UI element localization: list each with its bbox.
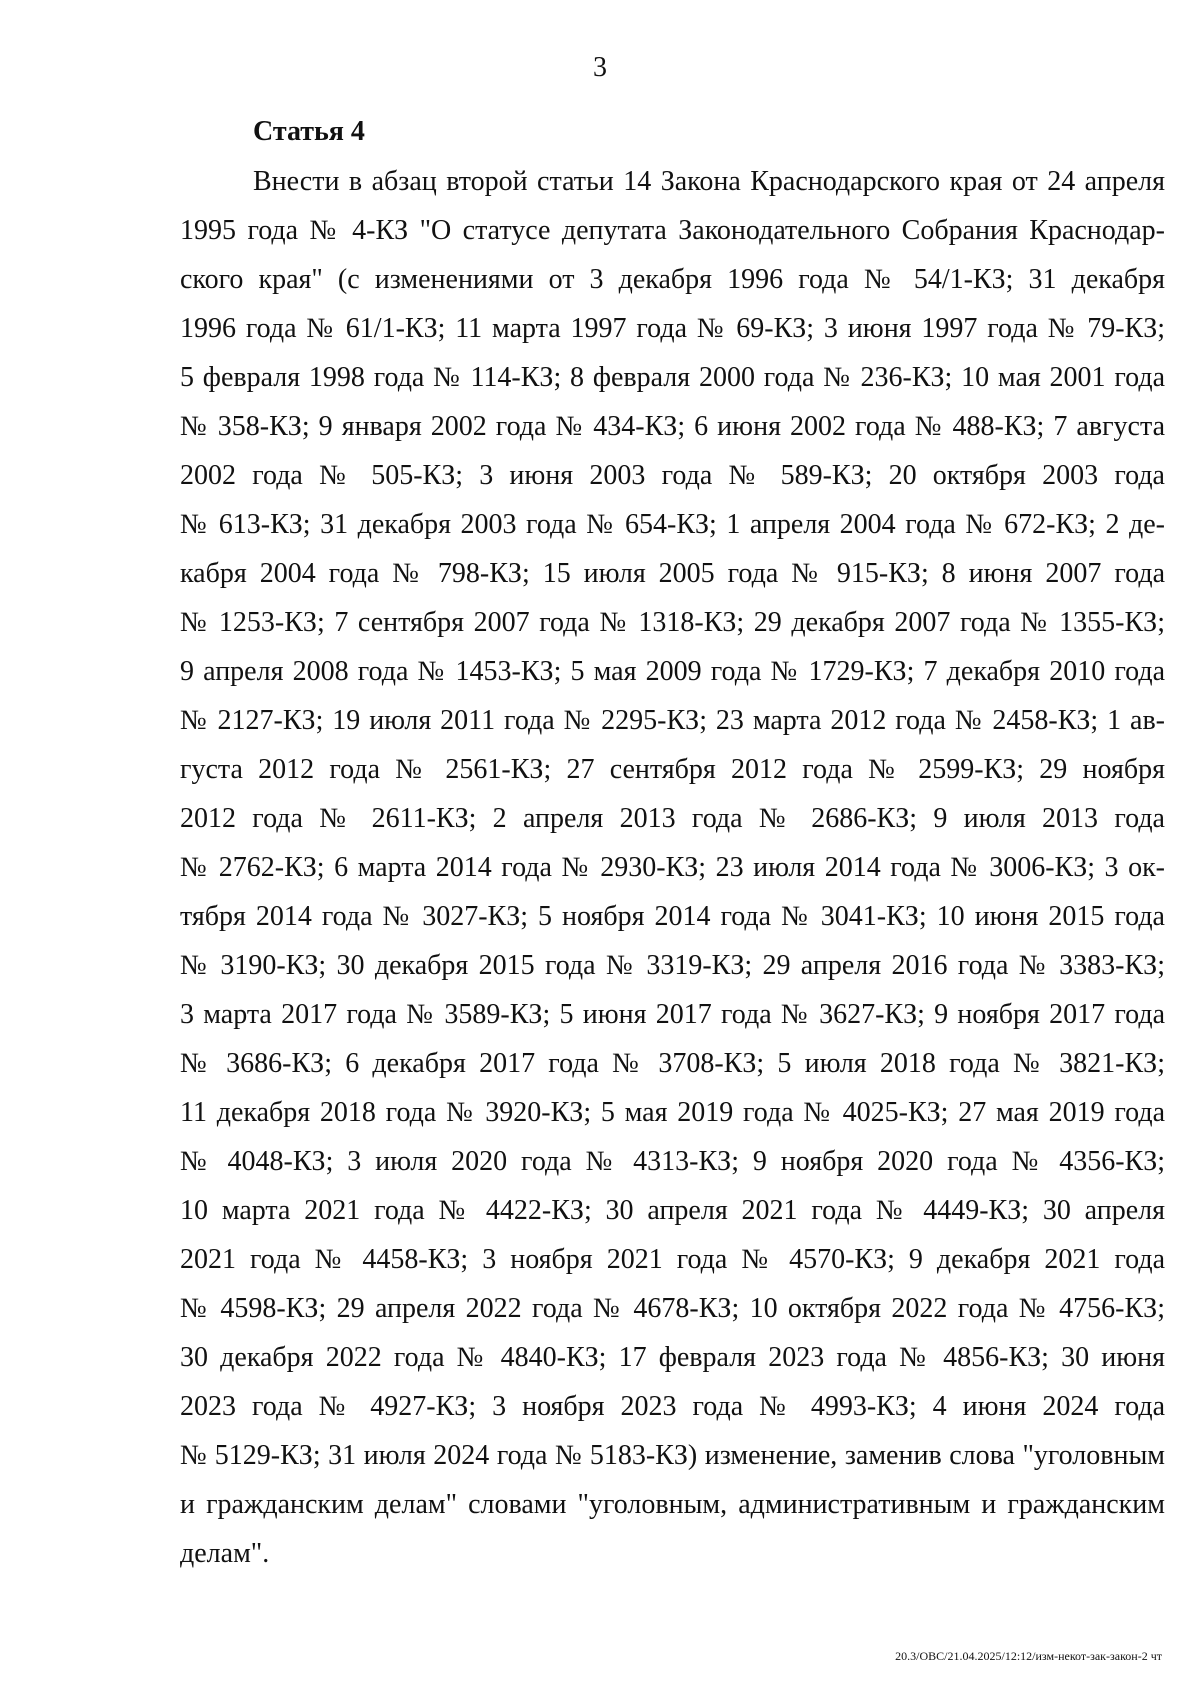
body-line: и гражданским делам" словами "уголовным, административным и гражданским [180, 1489, 1165, 1520]
body-line: № 3190-КЗ; 30 декабря 2015 года № 3319-КЗ; 29 апреля 2016 года № 3383-КЗ; [180, 950, 1165, 981]
body-line: 10 марта 2021 года № 4422-КЗ; 30 апреля 2021 года № 4449-КЗ; 30 апреля [180, 1195, 1165, 1226]
body-line: № 5129-КЗ; 31 июля 2024 года № 5183-КЗ) изменение, заменив слова "уголовным [180, 1440, 1165, 1471]
body-line: 2002 года № 505-КЗ; 3 июня 2003 года № 589-КЗ; 20 октября 2003 года [180, 460, 1165, 491]
body-line: 3 марта 2017 года № 3589-КЗ; 5 июня 2017 года № 3627-КЗ; 9 ноября 2017 года [180, 999, 1165, 1030]
body-line: 11 декабря 2018 года № 3920-КЗ; 5 мая 2019 года № 4025-КЗ; 27 мая 2019 года [180, 1097, 1165, 1128]
article-body [180, 157, 1165, 1578]
body-line: 1996 года № 61/1-КЗ; 11 марта 1997 года № 69-КЗ; 3 июня 1997 года № 79-КЗ; [180, 313, 1165, 344]
page-number: 3 [593, 52, 607, 83]
body-line: кабря 2004 года № 798-КЗ; 15 июля 2005 года № 915-КЗ; 8 июня 2007 года [180, 558, 1165, 589]
body-line: 2023 года № 4927-КЗ; 3 ноября 2023 года № 4993-КЗ; 4 июня 2024 года [180, 1391, 1165, 1422]
body-line: ского края" (с изменениями от 3 декабря 1996 года № 54/1-КЗ; 31 декабря [180, 264, 1165, 295]
body-line: № 2762-КЗ; 6 марта 2014 года № 2930-КЗ; 23 июля 2014 года № 3006-КЗ; 3 ок- [180, 852, 1165, 883]
body-line: № 4598-КЗ; 29 апреля 2022 года № 4678-КЗ; 10 октября 2022 года № 4756-КЗ; [180, 1293, 1165, 1324]
body-line: 2012 года № 2611-КЗ; 2 апреля 2013 года № 2686-КЗ; 9 июля 2013 года [180, 803, 1165, 834]
body-line: Внести в абзац второй статьи 14 Закона Краснодарского края от 24 апреля [253, 166, 1165, 197]
body-line: № 3686-КЗ; 6 декабря 2017 года № 3708-КЗ; 5 июля 2018 года № 3821-КЗ; [180, 1048, 1165, 1079]
body-line: 1995 года № 4-КЗ "О статусе депутата Законодательного Собрания Краснодар- [180, 215, 1165, 246]
body-line: делам". [180, 1538, 270, 1569]
body-line: 9 апреля 2008 года № 1453-КЗ; 5 мая 2009 года № 1729-КЗ; 7 декабря 2010 года [180, 656, 1165, 687]
body-line: 5 февраля 1998 года № 114-КЗ; 8 февраля 2000 года № 236-КЗ; 10 мая 2001 года [180, 362, 1165, 393]
body-line: 2021 года № 4458-КЗ; 3 ноября 2021 года № 4570-КЗ; 9 декабря 2021 года [180, 1244, 1165, 1275]
body-line: тября 2014 года № 3027-КЗ; 5 ноября 2014 года № 3041-КЗ; 10 июня 2015 года [180, 901, 1165, 932]
body-line: № 358-КЗ; 9 января 2002 года № 434-КЗ; 6 июня 2002 года № 488-КЗ; 7 августа [180, 411, 1165, 442]
document-footer-code: 20.3/ОВС/21.04.2025/12:12/изм-некот-зак-закон-2 чт [895, 1649, 1162, 1663]
body-line: густа 2012 года № 2561-КЗ; 27 сентября 2012 года № 2599-КЗ; 29 ноября [180, 754, 1165, 785]
body-line: 30 декабря 2022 года № 4840-КЗ; 17 февраля 2023 года № 4856-КЗ; 30 июня [180, 1342, 1165, 1373]
body-line: № 1253-КЗ; 7 сентября 2007 года № 1318-КЗ; 29 декабря 2007 года № 1355-КЗ; [180, 607, 1165, 638]
body-line: № 613-КЗ; 31 декабря 2003 года № 654-КЗ; 1 апреля 2004 года № 672-КЗ; 2 де- [180, 509, 1165, 540]
article-heading: Статья 4 [253, 116, 365, 147]
body-line: № 4048-КЗ; 3 июля 2020 года № 4313-КЗ; 9 ноября 2020 года № 4356-КЗ; [180, 1146, 1165, 1177]
body-line: № 2127-КЗ; 19 июля 2011 года № 2295-КЗ; 23 марта 2012 года № 2458-КЗ; 1 ав- [180, 705, 1165, 736]
